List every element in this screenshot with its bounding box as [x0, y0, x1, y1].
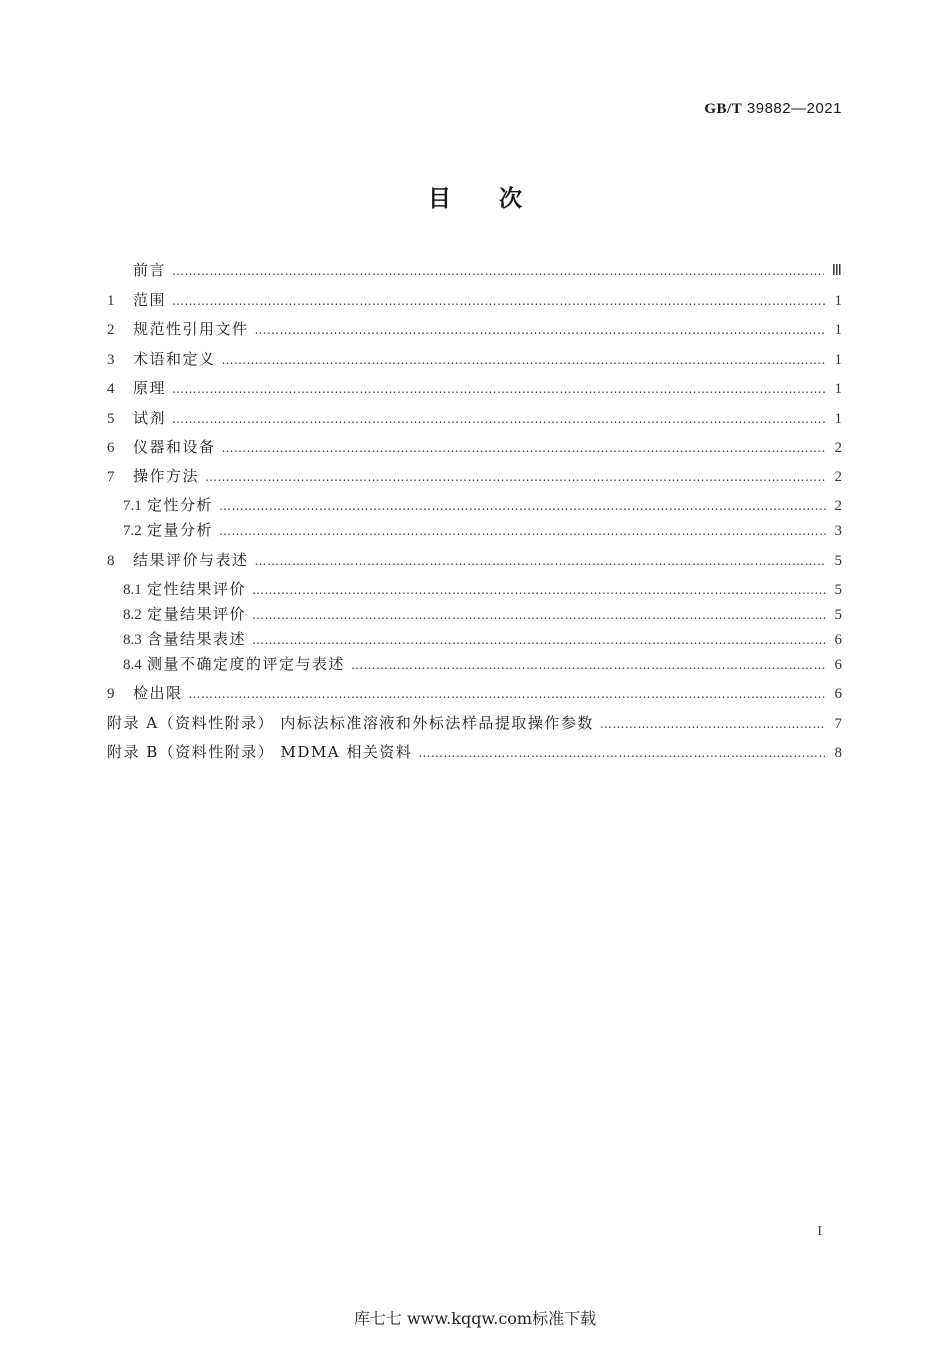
toc-entry-number: 7	[107, 469, 115, 485]
toc-entry-number: 4	[107, 381, 115, 397]
toc-entry-number: 8	[107, 553, 115, 569]
toc-leader-dots	[351, 653, 826, 677]
toc-entry[interactable]	[107, 317, 842, 341]
toc-leader-dots	[255, 549, 826, 573]
toc-leader-dots	[418, 741, 826, 765]
toc-entry[interactable]	[107, 652, 842, 676]
toc-entry-number: 5	[107, 411, 115, 427]
toc-entry[interactable]	[107, 602, 842, 626]
toc-entry[interactable]	[107, 681, 842, 705]
toc-leader-dots	[205, 465, 826, 489]
toc-entry-number: 6	[107, 440, 115, 456]
toc-leader-dots	[172, 377, 826, 401]
toc-entry-page: 3	[834, 523, 842, 539]
toc-leader-dots	[189, 682, 826, 706]
toc-entry-label: 检出限	[133, 684, 183, 702]
toc-entry-page: 1	[834, 381, 842, 397]
page-folio: I	[817, 1224, 822, 1239]
toc-entry-page: 1	[834, 352, 842, 368]
toc-entry-number: 1	[107, 293, 115, 309]
toc-leader-dots	[172, 259, 824, 283]
toc-leader-dots	[222, 348, 826, 372]
toc-entry-number: 3	[107, 352, 115, 368]
toc-entry-label: 规范性引用文件	[133, 320, 249, 338]
toc-entry[interactable]	[107, 288, 842, 312]
standard-prefix: GB/T	[704, 101, 743, 117]
toc-entry-page: 5	[834, 582, 842, 598]
toc-entry[interactable]	[107, 577, 842, 601]
toc-entry-label: 原理	[133, 379, 167, 397]
toc-entry-label: 试剂	[133, 409, 167, 427]
toc-entry[interactable]	[107, 627, 842, 651]
toc-entry-page: 6	[834, 657, 842, 673]
toc-leader-dots	[600, 712, 826, 736]
toc-entry-page: 6	[834, 686, 842, 702]
toc-entry-label: 操作方法	[133, 467, 200, 485]
toc-leader-dots	[172, 289, 826, 313]
toc-entry-page: 5	[834, 607, 842, 623]
toc-leader-dots	[252, 603, 826, 627]
toc-entry-number: 7.2	[123, 523, 142, 539]
toc-entry-number: 7.1	[123, 498, 142, 514]
toc-entry-page: 7	[834, 716, 842, 732]
toc-entry-page: 2	[834, 469, 842, 485]
toc-entry-label: 含量结果表述	[147, 630, 247, 648]
toc-entry[interactable]	[107, 711, 842, 735]
toc-entry-page: 6	[834, 632, 842, 648]
toc-leader-dots	[219, 494, 826, 518]
toc-entry-label: 仪器和设备	[133, 438, 216, 456]
toc-entry-label: 术语和定义	[133, 350, 216, 368]
toc-entry-number: 8.4	[123, 657, 142, 673]
toc-entry-label: 定性结果评价	[147, 580, 247, 598]
toc-leader-dots	[255, 318, 826, 342]
toc-entry-label: 范围	[133, 291, 167, 309]
toc-entry-label: 结果评价与表述	[133, 551, 249, 569]
toc-leader-dots	[219, 519, 826, 543]
toc-entry-number: 8.2	[123, 607, 142, 623]
toc-entry-page: 8	[834, 745, 842, 761]
standard-number: 39882—2021	[746, 100, 842, 117]
toc-entry-page: 2	[834, 498, 842, 514]
toc-entry-page: Ⅲ	[831, 263, 842, 279]
toc-leader-dots	[172, 407, 826, 431]
toc-entry[interactable]	[107, 258, 842, 282]
toc-entry-page: 1	[834, 322, 842, 338]
toc-leader-dots	[252, 628, 826, 652]
watermark-text: 库七七 www.kqqw.com标准下载	[353, 1309, 597, 1328]
toc-entry-label: 定性分析	[147, 496, 214, 514]
toc-entry[interactable]	[107, 464, 842, 488]
page-title: 目次	[428, 186, 570, 212]
toc-entry[interactable]	[107, 548, 842, 572]
toc-entry-number: 2	[107, 322, 115, 338]
toc-entry[interactable]	[107, 518, 842, 542]
toc-entry[interactable]	[107, 406, 842, 430]
toc-entry[interactable]	[107, 347, 842, 371]
toc-leader-dots	[252, 578, 826, 602]
toc-entry-page: 5	[834, 553, 842, 569]
toc-entry-label: 附录 A（资料性附录） 内标法标准溶液和外标法样品提取操作参数	[107, 714, 594, 732]
toc-entry-label: 附录 B（资料性附录） MDMA 相关资料	[107, 743, 413, 761]
toc-entry-label: 测量不确定度的评定与表述	[147, 655, 346, 673]
toc-entry-number: 8.3	[123, 632, 142, 648]
toc-entry-label: 前言	[133, 261, 167, 279]
toc-entry-label: 定量分析	[147, 521, 214, 539]
toc-entry-page: 1	[834, 411, 842, 427]
toc-leader-dots	[222, 436, 826, 460]
toc-entry-label: 定量结果评价	[147, 605, 247, 623]
toc-entry[interactable]	[107, 376, 842, 400]
toc-entry-number: 8.1	[123, 582, 142, 598]
toc-entry-page: 1	[834, 293, 842, 309]
toc-entry[interactable]	[107, 740, 842, 764]
toc-entry-number: 9	[107, 686, 115, 702]
toc-entry[interactable]	[107, 493, 842, 517]
toc-entry-page: 2	[834, 440, 842, 456]
standard-code	[704, 100, 842, 118]
toc-entry[interactable]	[107, 435, 842, 459]
